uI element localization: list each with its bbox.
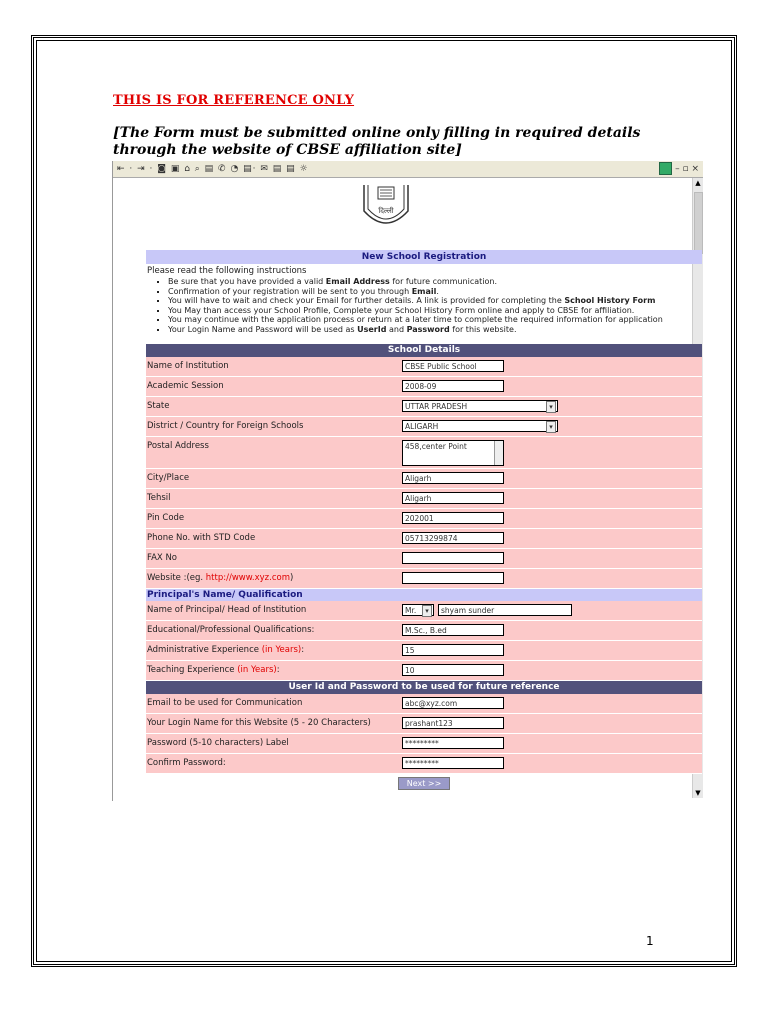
page-number: 1	[646, 934, 654, 948]
form-row-teach-exp	[146, 661, 702, 681]
field-label: Postal Address	[147, 441, 209, 451]
pin-code-input[interactable]: 202001	[402, 512, 504, 524]
field-label: Website :(eg. http://www.xyz.com)	[147, 573, 294, 583]
field-label: Name of Institution	[147, 361, 229, 371]
postal-address-textarea[interactable]	[402, 440, 504, 466]
browser-toolbar	[113, 161, 703, 178]
field-label: Email to be used for Communication	[147, 698, 303, 708]
submission-note: [The Form must be submitted online only filling in required details through the website of CBSE affiliation site]	[113, 125, 641, 158]
state-select[interactable]: UTTAR PRADESH ▾	[402, 400, 558, 412]
form-row-pin	[146, 509, 702, 529]
field-label: District / Country for Foreign Schools	[147, 421, 304, 431]
field-label: Academic Session	[147, 381, 224, 391]
toolbar-icons[interactable]: ⇤ · ⇥ · ◙ ▣ ⌂ ⌕ ▤ ✆ ◔ ▤· ✉ ▤ ▤ ☼	[117, 164, 309, 174]
form-row-session	[146, 377, 702, 397]
form-row-qualification	[146, 621, 702, 641]
school-details-header: School Details	[146, 344, 702, 357]
field-label: State	[147, 401, 170, 411]
field-label: Tehsil	[147, 493, 171, 503]
admin-experience-input[interactable]: 15	[402, 644, 504, 656]
fax-input[interactable]	[402, 552, 504, 564]
tehsil-input[interactable]: Aligarh	[402, 492, 504, 504]
field-label: Your Login Name for this Website (5 - 20 Characters)	[147, 718, 371, 728]
next-button[interactable]: Next >>	[398, 777, 451, 790]
reference-title: THIS IS FOR REFERENCE ONLY	[113, 93, 355, 108]
form-row-district	[146, 417, 702, 437]
instruction-item: ▪ Be sure that you have provided a valid Email Address for future communication.	[168, 277, 702, 287]
registration-header: New School Registration	[146, 250, 702, 264]
form-row-state	[146, 397, 702, 417]
cbse-emblem-icon	[354, 185, 418, 235]
principal-title-select[interactable]: Mr. ▾	[402, 604, 434, 616]
form-row-address	[146, 437, 702, 469]
email-input[interactable]: abc@xyz.com	[402, 697, 504, 709]
registration-form	[146, 250, 702, 790]
postal-address-value: 458,center Point	[405, 442, 467, 451]
windows-flag-icon	[659, 162, 672, 175]
academic-session-input[interactable]: 2008-09	[402, 380, 504, 392]
password-input[interactable]: *********	[402, 737, 504, 749]
form-row-admin-exp	[146, 641, 702, 661]
instruction-item: ▪ You will have to wait and check your Email for further details. A link is provided for completing the School History Form	[168, 296, 702, 306]
website-input[interactable]	[402, 572, 504, 584]
field-label: Pin Code	[147, 513, 185, 523]
instructions-list	[146, 277, 702, 334]
textarea-scrollbar[interactable]	[494, 441, 503, 465]
account-header: User Id and Password to be used for future reference	[146, 681, 702, 694]
instruction-item: ▪ Confirmation of your registration will be sent to you through Email.	[168, 287, 702, 297]
field-label: City/Place	[147, 473, 190, 483]
instruction-item: ▪ You May than access your School Profile, Complete your School History Form online and apply to CBSE for affiliation.	[168, 306, 702, 316]
form-row-tehsil	[146, 489, 702, 509]
form-row-institution	[146, 357, 702, 377]
qualification-input[interactable]: M.Sc., B.ed	[402, 624, 504, 636]
form-row-confirm-password	[146, 754, 702, 774]
city-input[interactable]: Aligarh	[402, 472, 504, 484]
field-label: Password (5-10 characters) Label	[147, 738, 289, 748]
field-label: Administrative Experience (in Years):	[147, 645, 305, 655]
scroll-up-icon[interactable]: ▲	[695, 179, 701, 187]
teaching-experience-input[interactable]: 10	[402, 664, 504, 676]
instruction-item: ▪ You may continue with the application process or return at a later time to complete the required information for application	[168, 315, 702, 325]
form-row-website	[146, 569, 702, 589]
form-row-phone	[146, 529, 702, 549]
scroll-thumb[interactable]	[694, 192, 703, 254]
principal-header: Principal's Name/ Qualification	[146, 589, 702, 601]
field-label: Confirm Password:	[147, 758, 226, 768]
principal-name-input[interactable]: shyam sunder	[438, 604, 572, 616]
form-row-login	[146, 714, 702, 734]
scroll-down-icon[interactable]: ▼	[695, 789, 701, 797]
field-label: FAX No	[147, 553, 178, 563]
next-button-row	[146, 777, 702, 790]
field-label: Educational/Professional Qualifications:	[147, 625, 315, 635]
field-label: Teaching Experience (in Years):	[147, 665, 280, 675]
institution-name-input[interactable]: CBSE Public School	[402, 360, 504, 372]
form-row-password	[146, 734, 702, 754]
district-select[interactable]: ALIGARH ▾	[402, 420, 558, 432]
form-row-email	[146, 694, 702, 714]
window-controls[interactable]	[659, 161, 699, 177]
emblem-text: दिल्ली	[378, 207, 394, 215]
browser-screenshot	[112, 161, 703, 801]
confirm-password-input[interactable]: *********	[402, 757, 504, 769]
form-row-city	[146, 469, 702, 489]
form-row-principal-name	[146, 601, 702, 621]
instruction-item: ▪ Your Login Name and Password will be used as UserId and Password for this website.	[168, 325, 702, 335]
phone-input[interactable]: 05713299874	[402, 532, 504, 544]
form-row-fax	[146, 549, 702, 569]
window-control-glyphs[interactable]: – ▫ ×	[675, 164, 699, 174]
login-name-input[interactable]: prashant123	[402, 717, 504, 729]
field-label: Name of Principal/ Head of Institution	[147, 605, 307, 615]
field-label: Phone No. with STD Code	[147, 533, 256, 543]
instructions-intro: Please read the following instructions	[147, 266, 307, 276]
